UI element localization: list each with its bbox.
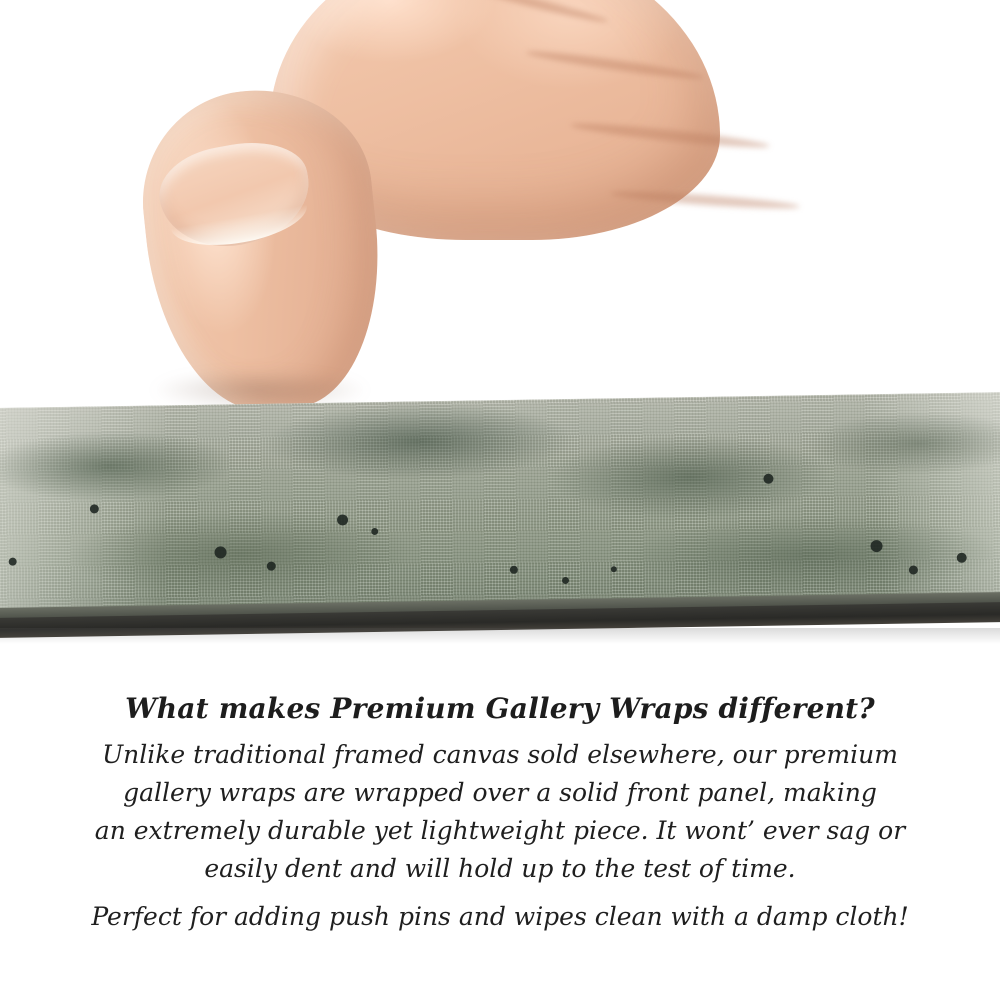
canvas-speck	[870, 540, 882, 552]
canvas-speck	[267, 562, 276, 571]
caption-heading: What makes Premium Gallery Wraps different?	[125, 692, 875, 725]
caption-body	[0, 736, 1000, 936]
caption-line: Unlike traditional framed canvas sold elsewhere, our premium	[102, 739, 898, 769]
canvas-speck	[909, 565, 918, 574]
canvas-printed-surface	[0, 392, 1000, 613]
knuckle-crease	[610, 188, 800, 211]
canvas-speck	[9, 558, 17, 566]
knuckle-crease	[525, 48, 705, 83]
caption-line: easily dent and will hold up to the test of time.	[204, 853, 796, 883]
knuckle-crease	[471, 0, 609, 26]
hand-pressing-canvas	[120, 0, 720, 440]
canvas-speck	[214, 546, 226, 558]
canvas-speck	[763, 474, 773, 484]
canvas-speck	[562, 577, 569, 584]
caption-line: an extremely durable yet lightweight piece. It wont’ ever sag or	[94, 815, 906, 845]
caption-closing-line: Perfect for adding push pins and wipes clean with a damp cloth!	[91, 901, 909, 931]
canvas-speck	[90, 504, 99, 513]
canvas-speck	[371, 528, 378, 535]
knuckle-crease	[570, 120, 770, 152]
canvas-speck	[611, 566, 617, 572]
canvas-wrap-edge	[0, 392, 1000, 638]
canvas-drop-shadow	[0, 628, 1000, 644]
caption-line: gallery wraps are wrapped over a solid front panel, making	[123, 777, 877, 807]
canvas-speck	[957, 553, 967, 563]
caption-block	[0, 690, 1000, 936]
canvas-speck	[510, 566, 518, 574]
canvas-speck	[337, 514, 348, 525]
